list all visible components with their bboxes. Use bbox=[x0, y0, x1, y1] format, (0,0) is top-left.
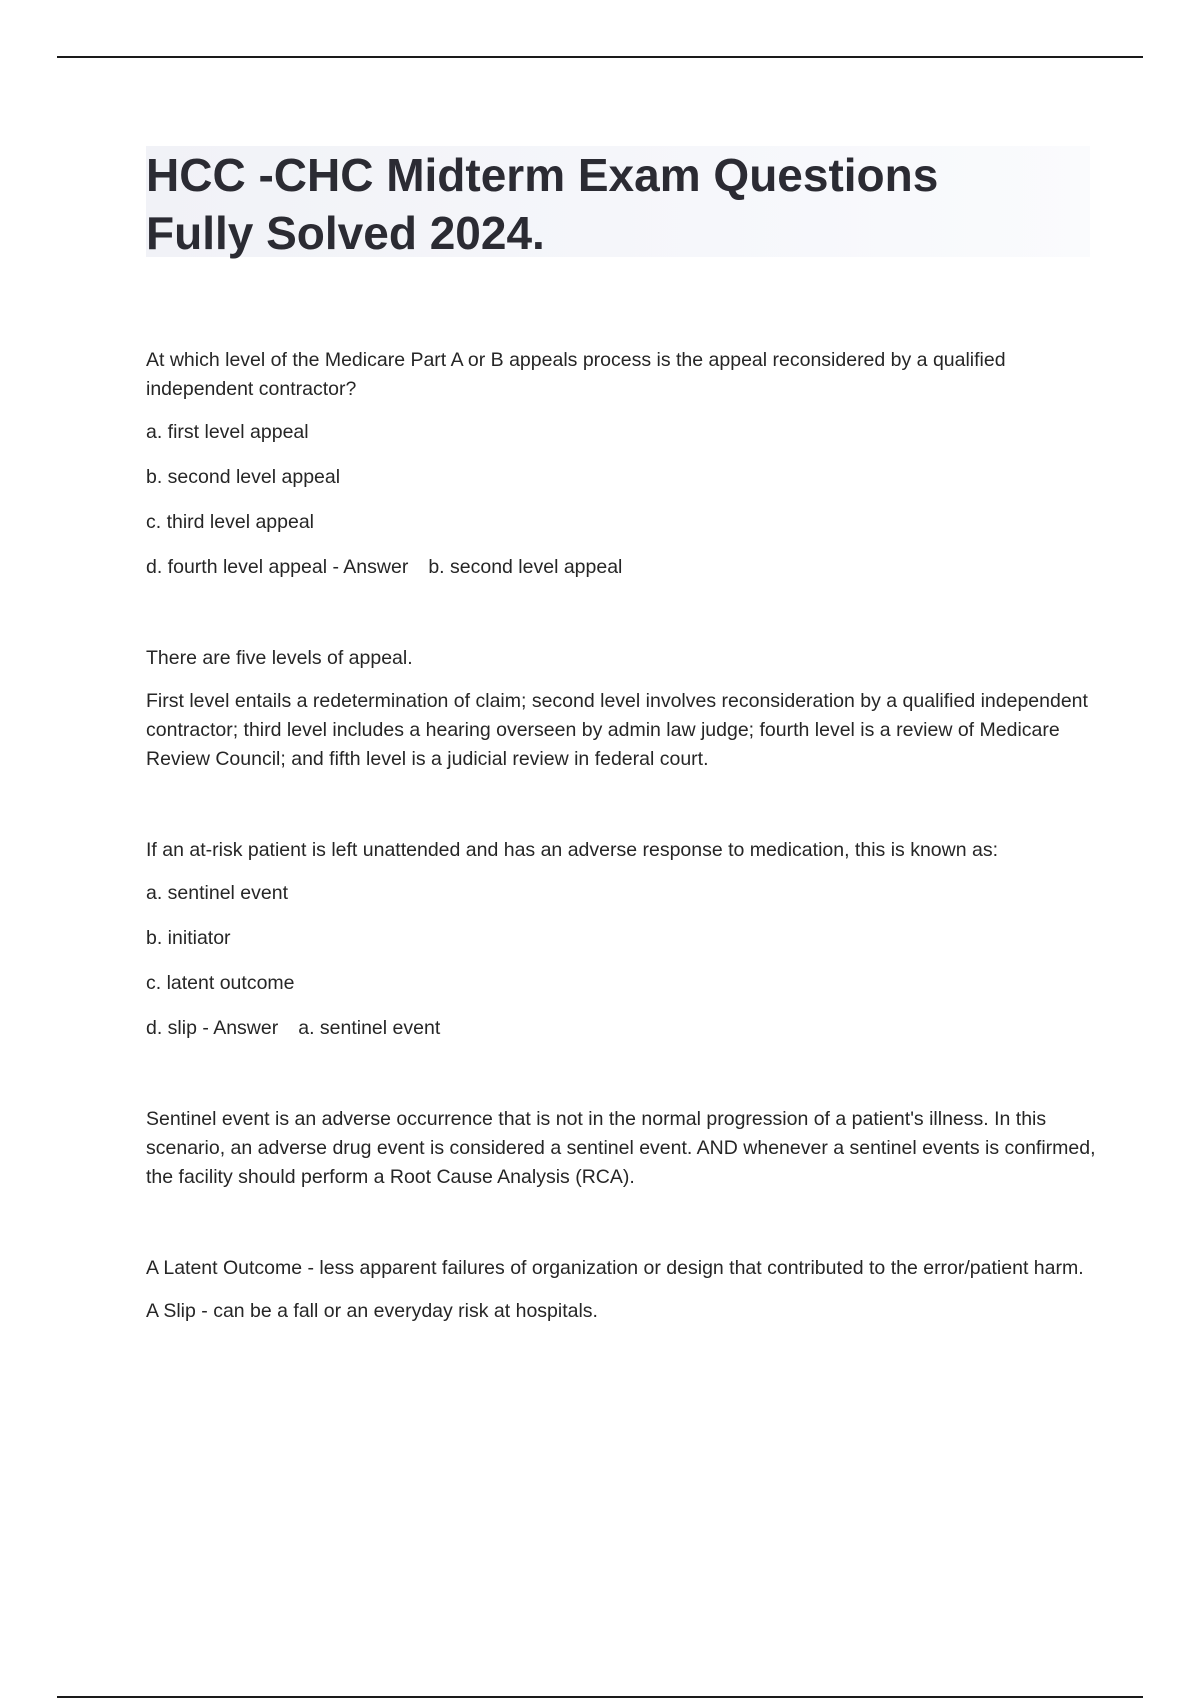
answer-option: d. slip - Answer bbox=[146, 1017, 279, 1039]
explanation-block bbox=[146, 1254, 1096, 1326]
bottom-rule bbox=[57, 1696, 1143, 1698]
explanation-paragraph: A Slip - can be a fall or an everyday risk at hospitals. bbox=[146, 1300, 598, 1322]
explanation-block bbox=[146, 1105, 1096, 1192]
answer-option-with-answer bbox=[146, 1014, 1096, 1043]
top-rule bbox=[57, 56, 1143, 58]
explanation-paragraph: There are five levels of appeal. bbox=[146, 647, 413, 669]
explanation-block bbox=[146, 644, 1096, 774]
question-block bbox=[146, 836, 1096, 1043]
correct-answer: a. sentinel event bbox=[298, 1017, 441, 1039]
document-body bbox=[146, 346, 1096, 1326]
answer-option: d. fourth level appeal - Answer bbox=[146, 556, 409, 578]
question-text: If an at-risk patient is left unattended and has an adverse response to medication, this is known as: bbox=[146, 839, 998, 861]
explanation-paragraph: First level entails a redetermination of claim; second level involves reconsideration by a qualified independent contractor; third level includes a hearing overseen by admin law judge; fourth level is a review of Medicare Review Council; and fifth level is a judicial review in federal court. bbox=[146, 690, 1088, 770]
answer-option: a. sentinel event bbox=[146, 882, 289, 904]
explanation-paragraph: Sentinel event is an adverse occurrence that is not in the normal progression of a patient's illness. In this scenario, an adverse drug event is considered a sentinel event. AND whenever a sentinel events is confirmed, the facility should perform a Root Cause Analysis (RCA). bbox=[146, 1108, 1096, 1188]
title-banner bbox=[146, 146, 1090, 257]
answer-option: c. latent outcome bbox=[146, 972, 295, 994]
answer-option: c. third level appeal bbox=[146, 511, 315, 533]
answer-option: b. second level appeal bbox=[146, 466, 341, 488]
answer-option-with-answer bbox=[146, 553, 1096, 582]
answer-option: b. initiator bbox=[146, 927, 231, 949]
correct-answer: b. second level appeal bbox=[428, 556, 623, 578]
question-text: At which level of the Medicare Part A or B appeals process is the appeal reconsidered by a qualified independent contractor? bbox=[146, 349, 1006, 400]
answer-option: a. first level appeal bbox=[146, 421, 309, 443]
explanation-paragraph: A Latent Outcome - less apparent failures of organization or design that contributed to the error/patient harm. bbox=[146, 1257, 1084, 1279]
document-title: HCC -CHC Midterm Exam Questions Fully Solved 2024. bbox=[146, 149, 939, 259]
question-block bbox=[146, 346, 1096, 582]
